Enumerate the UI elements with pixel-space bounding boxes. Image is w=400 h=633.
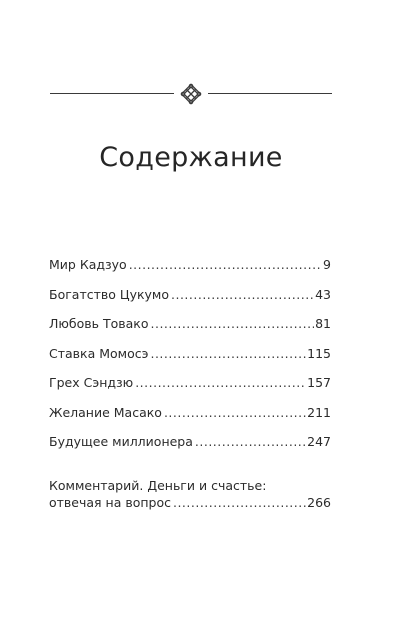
toc-entry-title: Ставка Момосэ: [49, 345, 149, 361]
toc-dot-leader: [171, 287, 314, 302]
toc-entry[interactable]: [49, 434, 331, 464]
ornament-line-left: [50, 93, 174, 94]
toc-entry-commentary[interactable]: [49, 478, 331, 510]
ornament-line-right: [208, 93, 332, 94]
table-of-contents: [49, 257, 331, 510]
toc-dot-leader: [129, 257, 322, 272]
toc-entry-page: 247: [307, 434, 331, 449]
toc-dot-leader: [173, 495, 306, 510]
toc-dot-leader: [195, 434, 306, 449]
header-ornament: [50, 83, 332, 105]
toc-entry[interactable]: [49, 257, 331, 287]
toc-entry-title: Любовь Товако: [49, 316, 149, 331]
toc-entry-title-continuation: [49, 495, 331, 510]
toc-entry[interactable]: [49, 287, 331, 317]
toc-entry-title: Комментарий. Деньги и счастье:: [49, 477, 267, 493]
toc-dot-leader: [164, 405, 306, 420]
toc-entry-page: 157: [307, 375, 331, 390]
toc-entry-page: 115: [307, 345, 331, 361]
toc-entry-page: 211: [307, 404, 331, 420]
toc-entry-title: Богатство Цукумо: [49, 286, 170, 302]
toc-entry-title: Грех Сэндзю: [49, 375, 134, 390]
toc-entry-page: 81: [315, 316, 331, 331]
toc-entry-title: Мир Кадзуо: [49, 257, 127, 272]
toc-entry[interactable]: [49, 405, 331, 435]
toc-dot-leader: [150, 346, 306, 361]
toc-entry[interactable]: [49, 375, 331, 405]
endless-knot-icon: [180, 83, 202, 105]
page-title: Содержание: [99, 142, 283, 173]
toc-entry-page: 43: [315, 286, 331, 302]
toc-entry-title-line2: отвечая на вопрос: [49, 494, 171, 510]
toc-dot-leader: [135, 375, 306, 390]
toc-entry-title: Будущее миллионера: [49, 434, 193, 449]
toc-entry[interactable]: [49, 316, 331, 346]
toc-entry[interactable]: [49, 346, 331, 376]
toc-entry-page: 266: [307, 494, 331, 510]
toc-entry-title: Желание Масако: [49, 404, 162, 420]
toc-entry-page: 9: [323, 257, 331, 272]
toc-dot-leader: [151, 316, 315, 331]
